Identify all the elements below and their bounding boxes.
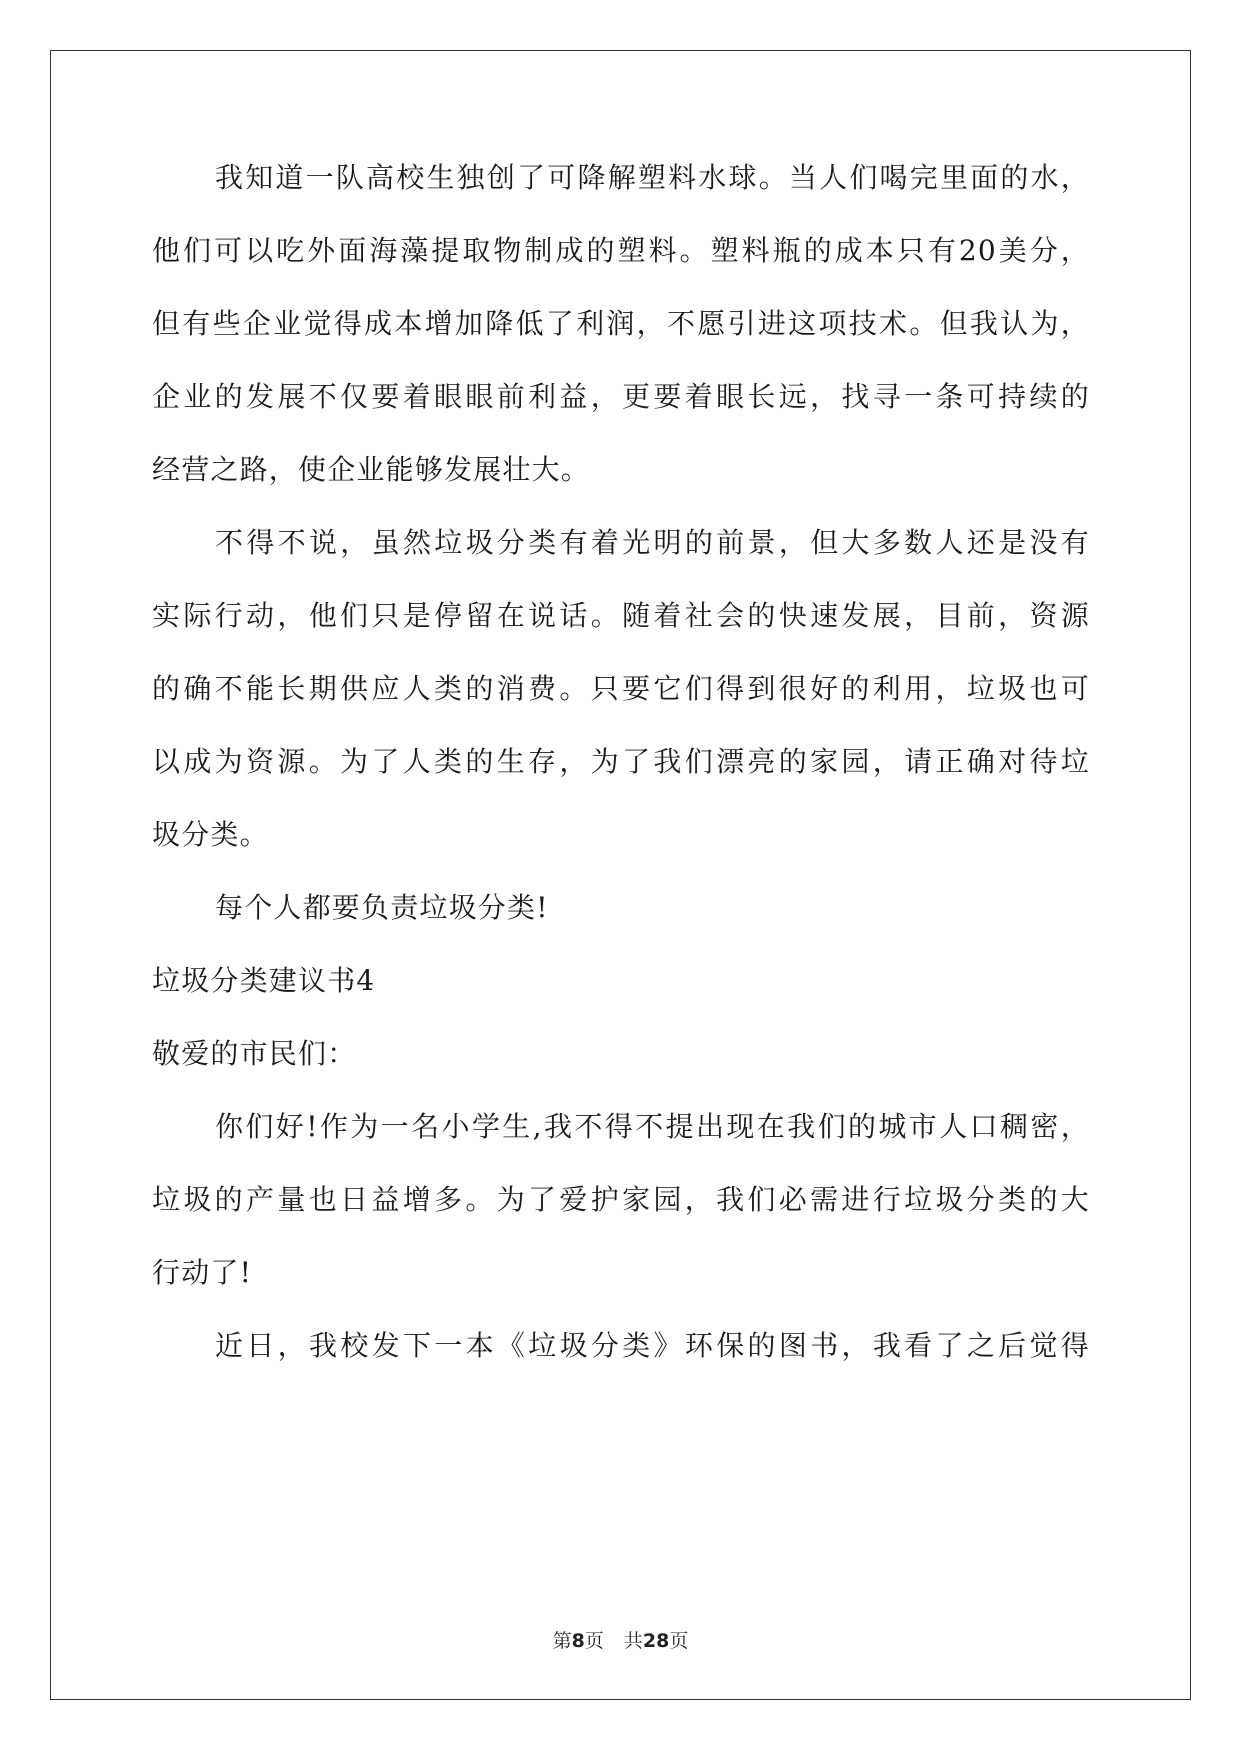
total-pages: 28 [642,1630,670,1652]
paragraph-line: 行动了! [152,1256,253,1289]
paragraph-line: 但有些企业觉得成本增加降低了利润，不愿引进这项技术。但我认为， [152,307,1090,340]
total-suffix: 页 [669,1630,689,1652]
paragraph-line: 的确不能长期供应人类的消费。只要它们得到很好的利用，垃圾也可 [152,672,1090,705]
paragraph-line: 企业的发展不仅要着眼眼前利益，更要着眼长远，找寻一条可持续的 [152,380,1090,413]
section-title: 垃圾分类建议书4 [152,964,376,997]
paragraph-line: 每个人都要负责垃圾分类! [215,891,549,924]
page-number: 8 [571,1630,585,1652]
paragraph-line: 以成为资源。为了人类的生存，为了我们漂亮的家园，请正确对待垃 [152,745,1090,778]
salutation: 敬爱的市民们： [152,1037,357,1070]
paragraph-line: 经营之路，使企业能够发展壮大。 [152,453,591,486]
paragraph-line: 近日，我校发下一本《垃圾分类》环保的图书，我看了之后觉得 [215,1329,1090,1362]
total-prefix: 共 [623,1630,643,1652]
page-prefix: 第 [552,1630,572,1652]
page-footer [0,1626,1241,1653]
paragraph-line: 圾分类。 [152,818,269,851]
page-border [50,50,1191,1700]
paragraph-line: 他们可以吃外面海藻提取物制成的塑料。塑料瓶的成本只有20美分， [152,234,1090,267]
paragraph-line: 你们好!作为一名小学生,我不得不提出现在我们的城市人口稠密， [215,1110,1090,1143]
paragraph-line: 不得不说，虽然垃圾分类有着光明的前景，但大多数人还是没有 [215,526,1090,559]
paragraph-line: 我知道一队高校生独创了可降解塑料水球。当人们喝完里面的水， [215,161,1090,194]
page-suffix: 页 [584,1630,604,1652]
paragraph-line: 实际行动，他们只是停留在说话。随着社会的快速发展，目前，资源 [152,599,1090,632]
paragraph-line: 垃圾的产量也日益增多。为了爱护家园，我们必需进行垃圾分类的大 [152,1183,1090,1216]
